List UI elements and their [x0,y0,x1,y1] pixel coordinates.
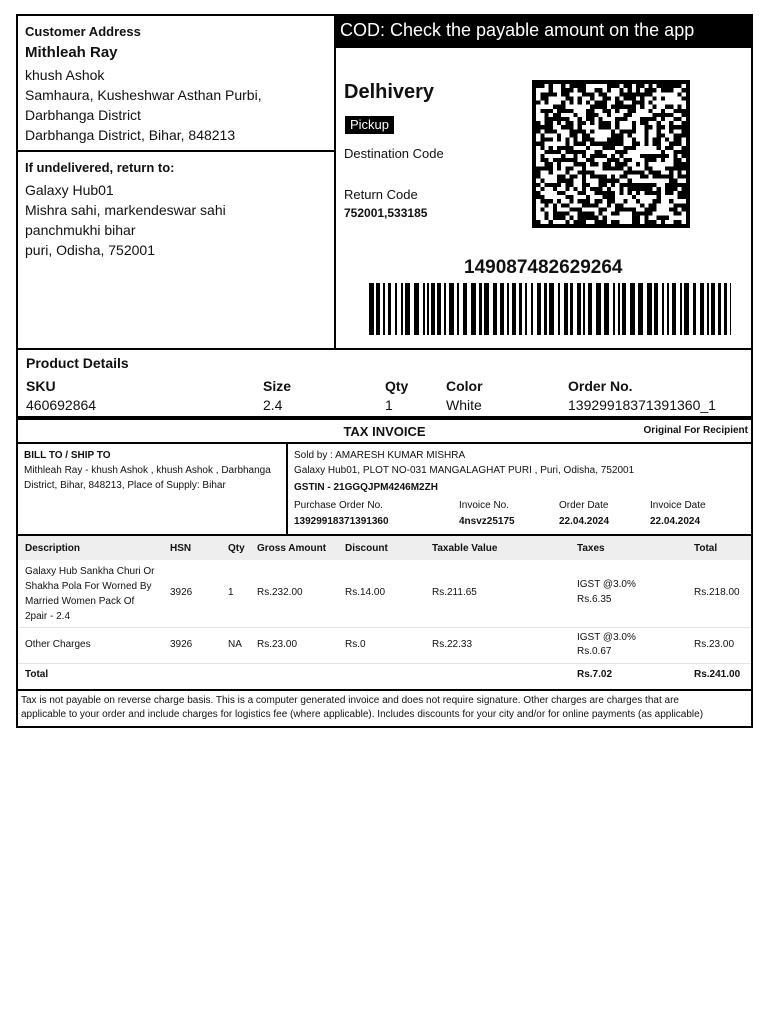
invoice-footer-note [18,689,751,726]
col-total: Total [694,543,718,554]
invoice-no-label: Invoice No. [459,500,510,511]
item-description [25,564,155,624]
bill-to-block [18,444,288,534]
bill-to-line: District, Bihar, 848213, Place of Supply: Bihar [24,480,226,491]
destination-code-label: Destination Code [344,146,444,161]
bill-to-header: BILL TO / SHIP TO [24,450,111,461]
return-address-header: If undelivered, return to: [25,160,175,175]
return-address-block [18,152,334,260]
shipping-info-column [336,16,751,348]
item-qty: NA [228,639,242,650]
item-discount: Rs.0 [345,639,366,650]
bill-sold-row [18,444,751,536]
shipping-label [16,14,753,350]
customer-address-line: khush Ashok [25,67,105,83]
bill-to-line: Mithleah Ray - khush Ashok , khush Ashok , Darbhanga [24,465,271,476]
return-code-value: 752001,533185 [344,206,428,220]
size-value: 2.4 [263,397,283,413]
item-taxable: Rs.211.65 [432,587,477,598]
pickup-badge: Pickup [345,116,394,134]
customer-address-header: Customer Address [25,24,141,39]
item-hsn: 3926 [170,639,193,650]
col-gross-amount: Gross Amount [257,543,327,554]
item-gross: Rs.23.00 [257,639,298,650]
product-details-title: Product Details [26,355,129,371]
item-tax-amount: Rs.6.35 [577,594,612,605]
item-gross: Rs.232.00 [257,587,303,598]
row-divider [18,663,751,664]
sold-by-block [288,444,751,534]
customer-address-line: Darbhanga District, Bihar, 848213 [25,127,236,143]
datamatrix-code [532,80,690,228]
description-line: Married Women Pack Of [25,596,135,607]
cod-banner: COD: Check the payable amount on the app [336,16,751,48]
description-line: Shakha Pola For Worned By [25,581,152,592]
purchase-order-value: 13929918371391360 [294,516,389,527]
invoice-date-label: Invoice Date [650,500,706,511]
invoice-title-row [18,420,751,444]
grand-total: Rs.241.00 [694,669,741,680]
sku-value: 460692864 [26,397,97,413]
invoice-no-value: 4nsvz25175 [459,516,515,527]
item-description: Other Charges [25,639,91,650]
qty-value: 1 [385,397,393,413]
table-header [18,536,751,560]
item-tax-rate: IGST @3.0% [577,579,636,590]
awb-number: 149087482629264 [464,257,623,278]
invoice-date-value: 22.04.2024 [650,516,701,527]
size-header: Size [263,378,292,394]
sold-by-name: Sold by : AMARESH KUMAR MISHRA [294,450,466,461]
address-column [18,16,336,348]
item-hsn: 3926 [170,587,193,598]
invoice-title: TAX INVOICE [343,424,426,439]
order-date-label: Order Date [559,500,609,511]
original-for-recipient: Original For Recipient [643,425,748,436]
item-tax-rate: IGST @3.0% [577,632,636,643]
description-line: Galaxy Hub Sankha Churi Or [25,566,155,577]
item-qty: 1 [228,587,234,598]
color-value: White [446,397,482,413]
col-description: Description [25,543,81,554]
item-total: Rs.218.00 [694,587,740,598]
sold-by-address: Galaxy Hub01, PLOT NO-031 MANGALAGHAT PURI , Puri, Odisha, 752001 [294,465,635,476]
total-label: Total [25,669,49,680]
footer-line: applicable to your order and include charges for logistics fee (where applicable). Includes discounts for your city and/or for online payments (as applicable) [21,709,704,720]
col-taxable-value: Taxable Value [432,543,498,554]
shipment-barcode [369,283,731,335]
product-details [16,348,753,418]
customer-address-line: Darbhanga District [25,107,141,123]
item-taxable: Rs.22.33 [432,639,473,650]
item-discount: Rs.14.00 [345,587,386,598]
sku-header: SKU [26,378,56,394]
gstin: GSTIN - 21GGQJPM4246M2ZH [294,482,438,493]
return-address-line: panchmukhi bihar [25,222,136,238]
footer-line: Tax is not payable on reverse charge basis. This is a computer generated invoice and does not require signature. Other charges are charges that are [21,695,679,706]
item-total: Rs.23.00 [694,639,735,650]
order-no-value: 13929918371391360_1 [568,397,716,413]
row-divider [18,627,751,628]
carrier-name: Delhivery [344,81,435,103]
qty-header: Qty [385,378,409,394]
item-tax-amount: Rs.0.67 [577,646,612,657]
customer-name: Mithleah Ray [25,44,118,61]
order-date-value: 22.04.2024 [559,516,610,527]
col-discount: Discount [345,543,388,554]
color-header: Color [446,378,483,394]
return-code-label: Return Code [344,187,418,202]
return-address-line: Mishra sahi, markendeswar sahi [25,202,226,218]
tax-invoice [16,418,753,728]
total-taxes: Rs.7.02 [577,669,613,680]
col-hsn: HSN [170,543,192,554]
purchase-order-label: Purchase Order No. [294,500,383,511]
col-taxes: Taxes [577,543,605,554]
customer-address-block [18,16,334,152]
order-no-header: Order No. [568,378,633,394]
customer-address-line: Samhaura, Kusheshwar Asthan Purbi, [25,87,262,103]
return-address-line: puri, Odisha, 752001 [25,242,155,258]
return-address-line: Galaxy Hub01 [25,182,114,198]
description-line: 2pair - 2.4 [25,611,71,622]
col-qty: Qty [228,543,245,554]
